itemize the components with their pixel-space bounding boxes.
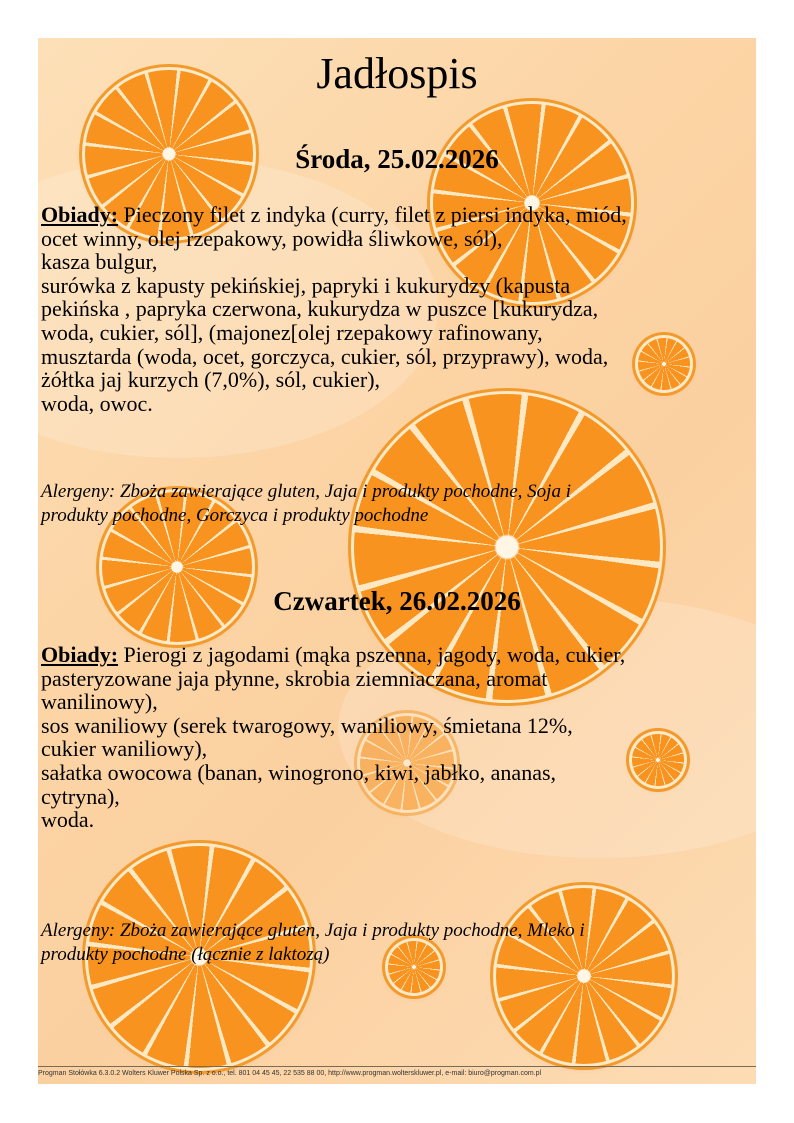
footer-text: Progman Stołówka 6.3.0.2 Wolters Kluwer Polska Sp. z o.o., tel. 801 04 45 45, 22 535 88 00, http://www.progman.wolterskluwer.pl, e-mail: biuro@progman.com.pl bbox=[38, 1070, 542, 1077]
meal-line: wanilinowy), bbox=[41, 689, 158, 715]
meal-label: Obiady: bbox=[41, 202, 119, 227]
footer-divider bbox=[38, 1066, 756, 1067]
day-heading: Środa, 25.02.2026 bbox=[295, 144, 499, 174]
menu-page bbox=[38, 38, 756, 1084]
meal-description bbox=[41, 203, 753, 415]
meal-text: Pierogi z jagodami (mąka pszenna, jagody, woda, cukier, bbox=[118, 642, 626, 667]
meal-line: ocet winny, olej rzepakowy, powidła śliwkowe, sól), bbox=[41, 225, 503, 251]
meal-line: sałatka owocowa (banan, winogrono, kiwi, jabłko, ananas, bbox=[41, 759, 557, 785]
meal-line: woda. bbox=[41, 807, 95, 833]
meal-line: musztarda (woda, ocet, gorczyca, cukier, sól, przyprawy), woda, bbox=[41, 343, 609, 369]
meal-line bbox=[41, 203, 753, 227]
allergens-note bbox=[41, 480, 753, 528]
meal-label: Obiady: bbox=[41, 642, 119, 667]
orange-slice-icon bbox=[496, 888, 672, 1064]
meal-line: cytryna), bbox=[41, 783, 120, 809]
allergen-line: produkty pochodne (łącznie z laktozą) bbox=[41, 944, 330, 965]
meal-line bbox=[41, 643, 753, 667]
meal-line: surówka z kapusty pekińskiej, papryki i kukurydzy (kapusta bbox=[41, 272, 571, 298]
day-heading: Czwartek, 26.02.2026 bbox=[273, 586, 521, 616]
meal-line: pekińska , papryka czerwona, kukurydza w puszce [kukurydza, bbox=[41, 296, 599, 322]
meal-line: żółtka jaj kurzych (7,0%), sól, cukier), bbox=[41, 367, 381, 393]
meal-line: pasteryzowane jaja płynne, skrobia ziemniaczana, aromat bbox=[41, 665, 548, 691]
allergen-line: produkty pochodne, Gorczyca i produkty pochodne bbox=[41, 505, 429, 526]
page-title: Jadłospis bbox=[316, 49, 478, 98]
allergen-line: Alergeny: Zboża zawierające gluten, Jaja i produkty pochodne, Mleko i bbox=[41, 920, 585, 941]
meal-text: Pieczony filet z indyka (curry, filet z piersi indyka, miód, bbox=[118, 202, 627, 227]
meal-line: woda, cukier, sól], (majonez[olej rzepakowy rafinowany, bbox=[41, 319, 543, 345]
meal-line: cukier waniliowy), bbox=[41, 736, 208, 762]
meal-line: sos waniliowy (serek twarogowy, waniliowy, śmietana 12%, bbox=[41, 712, 573, 738]
allergen-line: Alergeny: Zboża zawierające gluten, Jaja i produkty pochodne, Soja i bbox=[41, 481, 571, 502]
meal-line: woda, owoc. bbox=[41, 390, 153, 416]
allergens-note bbox=[41, 919, 753, 967]
meal-description bbox=[41, 643, 753, 832]
meal-line: kasza bulgur, bbox=[41, 249, 158, 275]
